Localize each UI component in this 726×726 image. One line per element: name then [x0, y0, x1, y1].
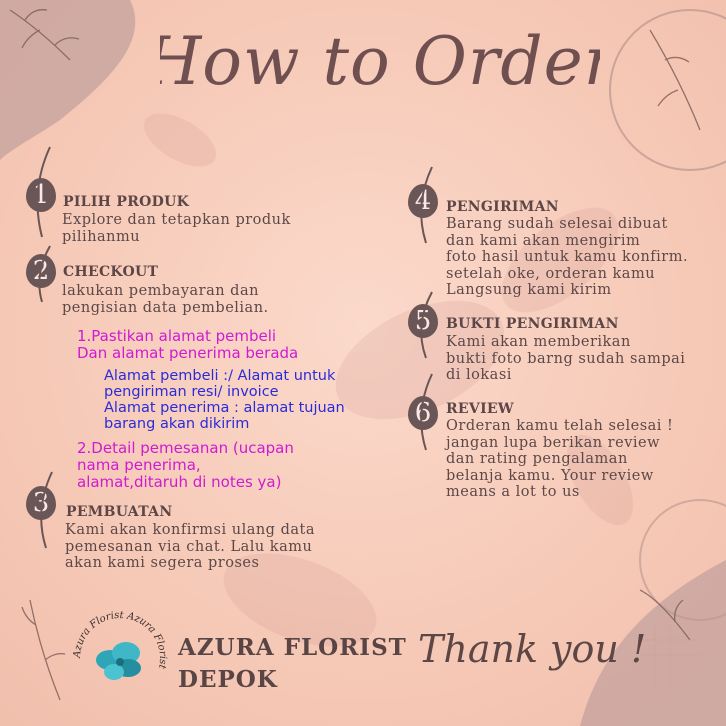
step-5-title: BUKTI PENGIRIMAN	[446, 316, 619, 332]
step-5-body: Kami akan memberikan bukti foto barng sudah sampai di lokasi	[446, 334, 686, 383]
step-6-badge: 6	[408, 396, 438, 430]
step-6-title: REVIEW	[446, 401, 514, 417]
leaf-sprig-icon	[20, 244, 60, 304]
logo-ring-text: Azura Florist Azura Florist	[71, 609, 169, 670]
step-4-badge: 4	[408, 184, 438, 218]
checkout-note-order-detail: 2.Detail pemesanan (ucapan nama penerima, alamat,ditaruh di notes ya)	[77, 439, 294, 491]
checkout-note-address-detail: Alamat pembeli :/ Alamat untuk pengiriman resi/ invoice Alamat penerima : alamat tujuan barang akan dikirim	[104, 368, 345, 432]
step-1-title: PILIH PRODUK	[63, 194, 190, 210]
brand-name-line-2: DEPOK	[178, 666, 278, 693]
page-title	[160, 12, 600, 112]
flower-icon	[96, 642, 141, 680]
page-title-text: How to Order	[160, 23, 600, 100]
step-6-body: Orderan kamu telah selesai ! jangan lupa berikan review dan rating pengalaman belanja kamu. Your review means a lot to us	[446, 418, 674, 500]
step-4-body: Barang sudah selesai dibuat dan kami akan mengirim foto hasil untuk kamu konfirm. setelah oke, orderan kamu Langsung kami kirim	[446, 216, 689, 298]
thank-you-text: Thank you !	[418, 627, 647, 671]
leaf-sprig-icon	[20, 145, 60, 240]
checkout-note-address: 1.Pastikan alamat pembeli Dan alamat penerima berada	[77, 327, 299, 362]
step-2-title: CHECKOUT	[63, 264, 159, 280]
brand-name-line-1: AZURA FLORIST	[178, 634, 407, 661]
brand-name	[178, 632, 407, 696]
step-4-title: PENGIRIMAN	[446, 199, 559, 215]
azura-florist-logo	[70, 608, 170, 708]
leaf-sprig-icon	[22, 470, 62, 550]
step-3-title: PEMBUATAN	[66, 504, 173, 520]
thank-you-signature	[412, 600, 652, 690]
step-2-badge: 2	[26, 254, 56, 288]
leaf-sprig-icon	[402, 290, 442, 360]
step-2-body: lakukan pembayaran dan pengisian data pembelian.	[62, 283, 269, 316]
step-1-badge: 1	[26, 178, 56, 212]
leaf-sprig-icon	[402, 372, 442, 452]
step-1-body: Explore dan tetapkan produk pilihanmu	[62, 212, 291, 245]
step-3-body: Kami akan konfirmsi ulang data pemesanan via chat. Lalu kamu akan kami segera proses	[65, 522, 315, 571]
step-3-badge: 3	[26, 486, 56, 520]
step-5-badge: 5	[408, 304, 438, 338]
leaf-sprig-icon	[402, 165, 442, 245]
